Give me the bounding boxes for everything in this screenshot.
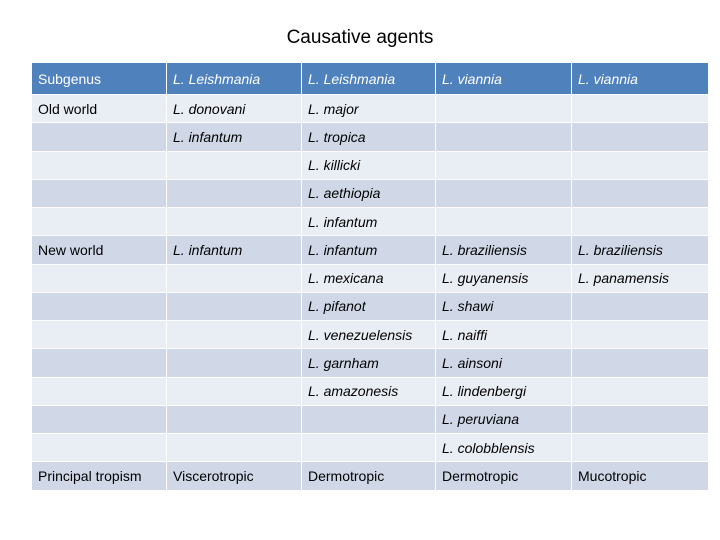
species-cell — [436, 151, 572, 179]
table-row — [32, 151, 709, 179]
species-cell: L. infantum — [167, 236, 302, 264]
species-cell — [167, 264, 302, 292]
table-row — [32, 349, 709, 377]
species-cell: L. donovani — [167, 95, 302, 123]
species-cell: Mucotropic — [572, 462, 709, 490]
species-cell: L. infantum — [302, 208, 436, 236]
species-cell — [167, 208, 302, 236]
species-cell: L. panamensis — [572, 264, 709, 292]
table-row — [32, 179, 709, 207]
row-label-cell — [32, 434, 167, 462]
species-cell — [167, 434, 302, 462]
species-cell — [572, 434, 709, 462]
species-cell: L. infantum — [302, 236, 436, 264]
species-cell — [436, 123, 572, 151]
row-label-cell — [32, 377, 167, 405]
row-label-cell — [32, 151, 167, 179]
species-cell — [302, 405, 436, 433]
species-cell: Dermotropic — [302, 462, 436, 490]
table-row — [32, 95, 709, 123]
table-row — [32, 236, 709, 264]
species-cell: L. naiffi — [436, 321, 572, 349]
species-cell — [302, 434, 436, 462]
species-cell — [436, 179, 572, 207]
species-cell — [167, 321, 302, 349]
species-cell: L. infantum — [167, 123, 302, 151]
species-cell — [167, 349, 302, 377]
species-cell — [436, 208, 572, 236]
header-row — [32, 63, 709, 95]
header-viannia-2: L. viannia — [572, 63, 709, 95]
header-subgenus: Subgenus — [32, 63, 167, 95]
species-cell: L. garnham — [302, 349, 436, 377]
table-row — [32, 321, 709, 349]
species-cell — [167, 292, 302, 320]
header-leishmania-1: L. Leishmania — [167, 63, 302, 95]
species-cell — [572, 208, 709, 236]
species-cell: L. peruviana — [436, 405, 572, 433]
species-cell: L. colobblensis — [436, 434, 572, 462]
species-cell — [572, 349, 709, 377]
species-cell — [436, 95, 572, 123]
row-label-cell: New world — [32, 236, 167, 264]
species-cell — [167, 179, 302, 207]
table-row — [32, 434, 709, 462]
species-cell: L. amazonesis — [302, 377, 436, 405]
species-cell: L. venezuelensis — [302, 321, 436, 349]
table-row — [32, 462, 709, 490]
row-label-cell — [32, 179, 167, 207]
species-cell — [572, 377, 709, 405]
species-cell: L. pifanot — [302, 292, 436, 320]
species-cell — [572, 405, 709, 433]
species-cell: L. shawi — [436, 292, 572, 320]
species-cell: L. aethiopia — [302, 179, 436, 207]
row-label-cell — [32, 349, 167, 377]
species-cell: L. major — [302, 95, 436, 123]
row-label-cell — [32, 292, 167, 320]
row-label-cell — [32, 321, 167, 349]
row-label-cell — [32, 208, 167, 236]
species-cell: L. mexicana — [302, 264, 436, 292]
species-cell — [167, 377, 302, 405]
table-row — [32, 292, 709, 320]
species-cell: L. killicki — [302, 151, 436, 179]
species-cell: Dermotropic — [436, 462, 572, 490]
header-leishmania-2: L. Leishmania — [302, 63, 436, 95]
row-label-cell: Old world — [32, 95, 167, 123]
species-cell: L. guyanensis — [436, 264, 572, 292]
species-cell — [572, 321, 709, 349]
row-label-cell: Principal tropism — [32, 462, 167, 490]
species-cell: Viscerotropic — [167, 462, 302, 490]
slide-title: Causative agents — [286, 27, 434, 48]
species-cell — [572, 179, 709, 207]
table-row — [32, 123, 709, 151]
species-cell — [167, 151, 302, 179]
table-row — [32, 377, 709, 405]
species-cell — [572, 95, 709, 123]
species-cell: L. braziliensis — [572, 236, 709, 264]
species-cell: L. lindenbergi — [436, 377, 572, 405]
row-label-cell — [32, 123, 167, 151]
causative-agents-table — [31, 62, 709, 491]
header-viannia-1: L. viannia — [436, 63, 572, 95]
table-row — [32, 264, 709, 292]
row-label-cell — [32, 405, 167, 433]
species-cell — [572, 151, 709, 179]
species-cell: L. tropica — [302, 123, 436, 151]
species-cell — [167, 405, 302, 433]
species-cell — [572, 123, 709, 151]
row-label-cell — [32, 264, 167, 292]
table-body — [32, 95, 709, 491]
table-row — [32, 405, 709, 433]
species-cell: L. ainsoni — [436, 349, 572, 377]
species-cell — [572, 292, 709, 320]
species-cell: L. braziliensis — [436, 236, 572, 264]
table-row — [32, 208, 709, 236]
